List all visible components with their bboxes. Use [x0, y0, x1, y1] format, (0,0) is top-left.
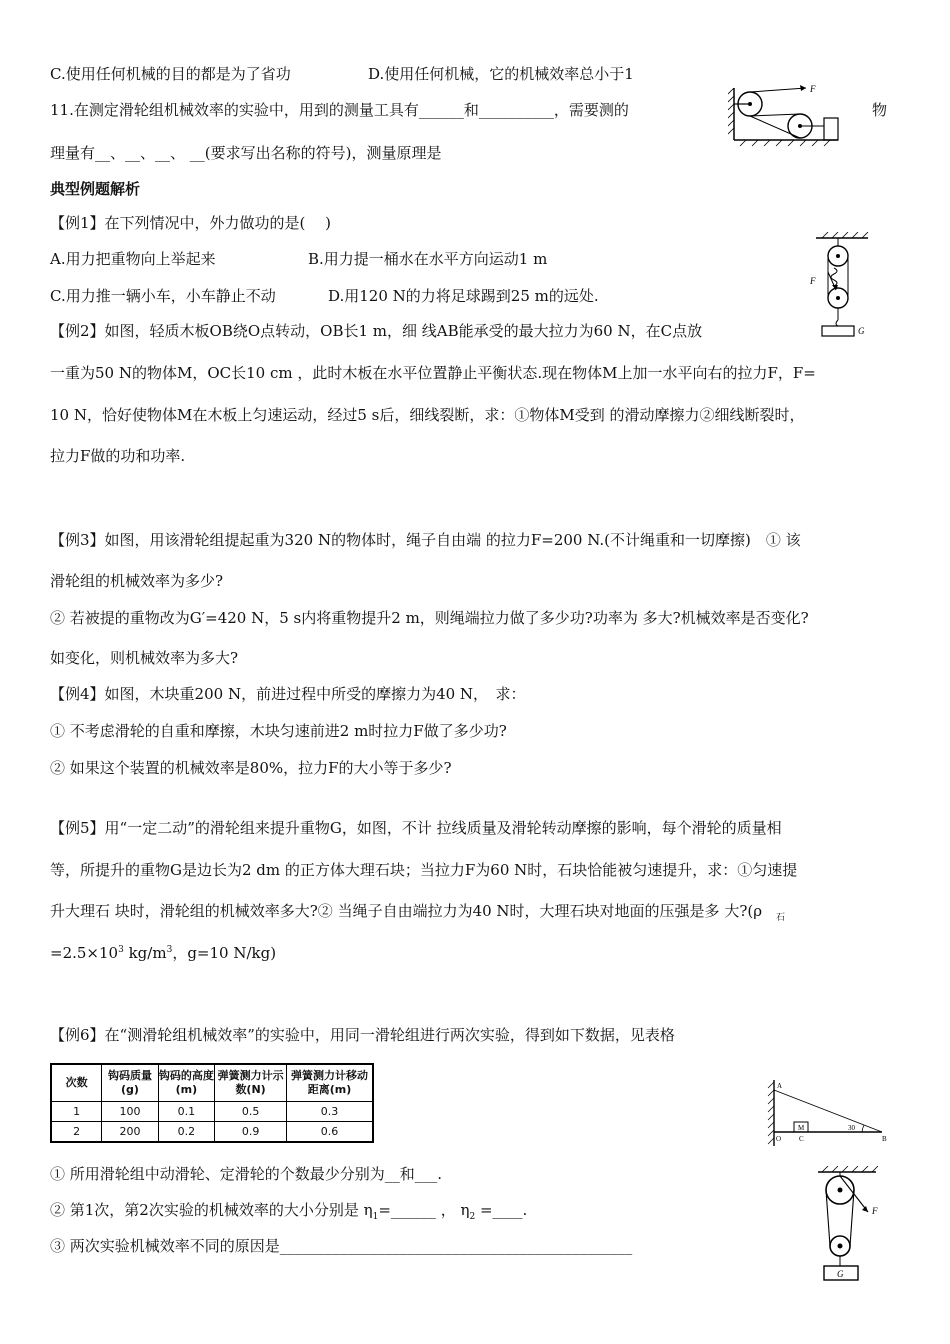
table-cell: 0.5: [215, 1102, 287, 1122]
example3-line1: 【例3】如图，用该滑轮组提起重为320 N的物体时，绳子自由端 的拉力F=200 N.(不计绳重和一切摩擦) ① 该: [50, 531, 801, 549]
table-cell: 0.9: [215, 1122, 287, 1143]
example2-line1: 【例2】如图，轻质木板OB绕O点转动，OB长1 m，细 线AB能承受的最大拉力为60 N，在C点放: [50, 322, 703, 340]
example5-line3-text: 升大理石 块时，滑轮组的机械效率多大?② 当绳子自由端拉力为40 N时，大理石块对地面的压强是多 大?(ρ: [50, 902, 763, 920]
lever-figure: [766, 1076, 890, 1152]
table-row: [51, 1122, 373, 1143]
table-header: 弹簧测力计示数(N): [215, 1064, 287, 1102]
force-label: F: [872, 1206, 878, 1216]
q10-option-d: D.使用任何机械，它的机械效率总小于1: [368, 65, 634, 83]
force-label: F: [810, 276, 816, 286]
example1-option-c: C.用力推一辆小车，小车静止不动: [50, 287, 276, 305]
density-exponent: 3: [118, 945, 124, 955]
unit-exponent: 3: [166, 945, 173, 955]
example3-line3: ② 若被提的重物改为G′=420 N，5 s内将重物提升2 m，则绳端拉力做了多少功?功率为 多大?机械效率是否变化?: [50, 609, 809, 627]
example5-line3: [50, 901, 785, 928]
example5-line1: 【例5】用“一定二动”的滑轮组来提升重物G，如图，不计 拉线质量及滑轮转动摩擦的影响，每个滑轮的质量相: [50, 819, 782, 837]
example5-line4-b: kg/m: [123, 944, 167, 962]
eta1-subscript: 1: [372, 1212, 379, 1222]
pulley-vertical-figure: [798, 232, 878, 344]
table-cell: 0.6: [287, 1122, 373, 1143]
section-heading: 典型例题解析: [50, 180, 141, 198]
force-label: F: [810, 84, 816, 94]
q10-option-c: C.使用任何机械的目的都是为了省功: [50, 65, 291, 83]
mass-m-label: M: [798, 1124, 805, 1132]
example2-line3: 10 N，恰好使物体M在木板上匀速运动，经过5 s后，细线裂断，求：①物体M受到 的滑动摩擦力②细线断裂时，: [50, 406, 805, 424]
example2-line2: 一重为50 N的物体M，OC长10 cm ，此时木板在水平位置静止平衡状态.现在物体M上加一水平向右的拉力F，F=: [50, 364, 816, 382]
table-header: 钩码质量(g): [102, 1064, 158, 1102]
example6-q2-b: =______ ， η: [378, 1201, 470, 1219]
example4-line1: 【例4】如图，木块重200 N，前进过程中所受的摩擦力为40 N， 求：: [50, 685, 526, 703]
point-o-label: O: [776, 1135, 782, 1143]
table-cell: 2: [51, 1122, 102, 1143]
example4-line2: ① 不考虑滑轮的自重和摩擦，木块匀速前进2 m时拉力F做了多少功?: [50, 722, 507, 740]
table-row: [51, 1102, 373, 1122]
example6-line1: 【例6】在“测滑轮组机械效率”的实验中，用同一滑轮组进行两次实验，得到如下数据，见表格: [50, 1026, 675, 1044]
point-c-label: C: [799, 1135, 804, 1143]
example5-line4: [50, 940, 276, 963]
example1-option-d: D.用120 N的力将足球踢到25 m的远处.: [328, 287, 599, 305]
point-b-label: B: [882, 1135, 887, 1143]
example5-line2: 等，所提升的重物G是边长为2 dm 的正方体大理石块；当拉力F为60 N时，石块恰能被匀速提升，求：①匀速提: [50, 861, 798, 879]
example6-q1: ① 所用滑轮组中动滑轮、定滑轮的个数最少分别为__和___.: [50, 1165, 443, 1183]
table-header: 钩码的高度(m): [158, 1064, 214, 1102]
example2-line4: 拉力F做的功和功率.: [50, 447, 186, 465]
example6-q2-c: =____.: [475, 1201, 528, 1219]
table-header-row: [51, 1064, 373, 1102]
weight-label: G: [858, 326, 865, 336]
eta2-subscript: 2: [469, 1212, 476, 1222]
example1-option-b: B.用力提一桶水在水平方向运动1 m: [308, 250, 548, 268]
table-cell: 100: [102, 1102, 158, 1122]
point-a-label: A: [777, 1082, 783, 1090]
table-cell: 200: [102, 1122, 158, 1143]
table-cell: 1: [51, 1102, 102, 1122]
example4-line3: ② 如果这个装置的机械效率是80%，拉力F的大小等于多少?: [50, 759, 452, 777]
q11-line2: 理量有__、__、__、 __(要求写出名称的符号)，测量原理是: [50, 144, 442, 162]
example1-option-a: A.用力把重物向上举起来: [50, 250, 216, 268]
pulley-block-figure: [812, 1166, 888, 1282]
table-cell: 0.2: [158, 1122, 214, 1143]
experiment-table: [50, 1063, 374, 1143]
table-header: 弹簧测力计移动距离(m): [287, 1064, 373, 1102]
table-cell: 0.1: [158, 1102, 214, 1122]
example5-line4-c: ，g=10 N/kg): [172, 944, 277, 962]
example6-q2: [50, 1200, 527, 1227]
example6-q3: ③ 两次实验机械效率不同的原因是_______________________________________________: [50, 1237, 633, 1255]
rho-subscript: 石: [776, 913, 786, 923]
example3-line2: 滑轮组的机械效率为多少?: [50, 572, 224, 590]
table-cell: 0.3: [287, 1102, 373, 1122]
example1-question: 【例1】在下列情况中，外力做功的是( ): [50, 214, 332, 232]
angle-label: 30: [848, 1124, 855, 1132]
weight-label: G: [837, 1269, 844, 1279]
q11-line1: 11.在测定滑轮组机械效率的实验中，用到的测量工具有______和__________，需要测的: [50, 101, 629, 119]
pulley-horizontal-figure: [728, 84, 840, 148]
q11-line1-end: 物: [872, 101, 888, 119]
example6-q2-a: ② 第1次，第2次实验的机械效率的大小分别是 η: [50, 1201, 373, 1219]
example5-line4-a: =2.5×10: [50, 944, 119, 962]
table-header: 次数: [51, 1064, 102, 1102]
example3-line4: 如变化，则机械效率为多大?: [50, 649, 239, 667]
